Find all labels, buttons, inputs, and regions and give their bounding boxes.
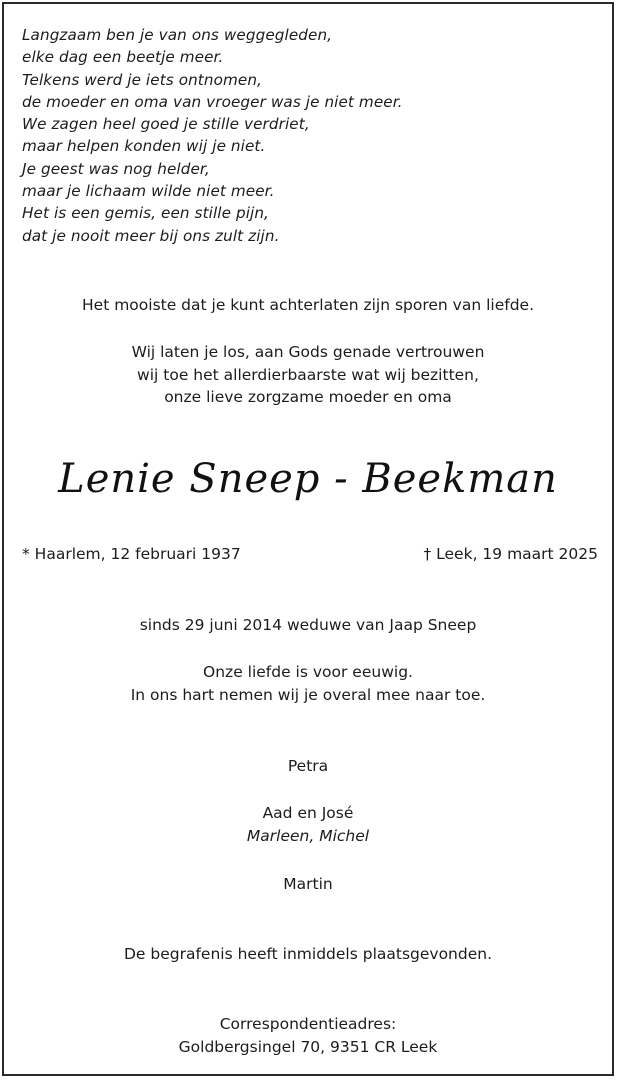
- poem-line: elke dag een beetje meer.: [22, 48, 224, 67]
- grandchildren-names: Marleen, Michel: [246, 826, 370, 845]
- poem-line: Het is een gemis, een stille pijn,: [22, 204, 269, 223]
- birth-info: * Haarlem, 12 februari 1937: [22, 545, 241, 563]
- deceased-name: Lenie Sneep - Beekman: [58, 456, 558, 502]
- funeral-note: [4, 943, 612, 966]
- intro-line: Wij laten je los, aan Gods genade vertrouwen: [131, 343, 485, 361]
- closing-line: In ons hart nemen wij je overal mee naar toe.: [130, 685, 486, 704]
- poem-line: de moeder en oma van vroeger was je niet meer.: [22, 92, 403, 111]
- family-child-2: [4, 802, 612, 847]
- poem-line: Telkens werd je iets ontnomen,: [22, 70, 262, 89]
- poem-line: Langzaam ben je van ons weggegleden,: [22, 26, 333, 44]
- poem-line: maar helpen konden wij je niet.: [22, 137, 266, 156]
- family-name: Petra: [287, 757, 329, 775]
- closing-text: [4, 661, 612, 706]
- address-label: Correspondentieadres:: [219, 1015, 397, 1033]
- death-info: † Leek, 19 maart 2025: [423, 545, 598, 563]
- intro-line: wij toe het allerdierbaarste wat wij bezitten,: [137, 365, 479, 384]
- widow-note: [4, 614, 612, 637]
- quote-text: Het mooiste dat je kunt achterlaten zijn sporen van liefde.: [82, 296, 534, 314]
- correspondence-address: [4, 1013, 612, 1058]
- widow-text: sinds 29 juni 2014 weduwe van Jaap Sneep: [139, 616, 477, 634]
- intro-text: [4, 341, 612, 409]
- family-name: Aad en José: [262, 804, 354, 822]
- address-line: Goldbergsingel 70, 9351 CR Leek: [178, 1037, 438, 1056]
- poem-line: Je geest was nog helder,: [22, 159, 210, 178]
- poem-line: maar je lichaam wilde niet meer.: [22, 182, 275, 201]
- closing-line: Onze liefde is voor eeuwig.: [203, 663, 413, 681]
- family-child-3: [4, 873, 612, 896]
- family-child-1: [4, 755, 612, 778]
- intro-line: onze lieve zorgzame moeder en oma: [164, 388, 452, 406]
- family-name: Martin: [283, 875, 333, 893]
- funeral-text: De begrafenis heeft inmiddels plaatsgevonden.: [123, 945, 493, 963]
- quote: [4, 294, 612, 317]
- poem-line: dat je nooit meer bij ons zult zijn.: [22, 226, 280, 245]
- poem-line: We zagen heel goed je stille verdriet,: [22, 115, 310, 134]
- obituary-card: [2, 2, 614, 1076]
- poem: [22, 24, 403, 247]
